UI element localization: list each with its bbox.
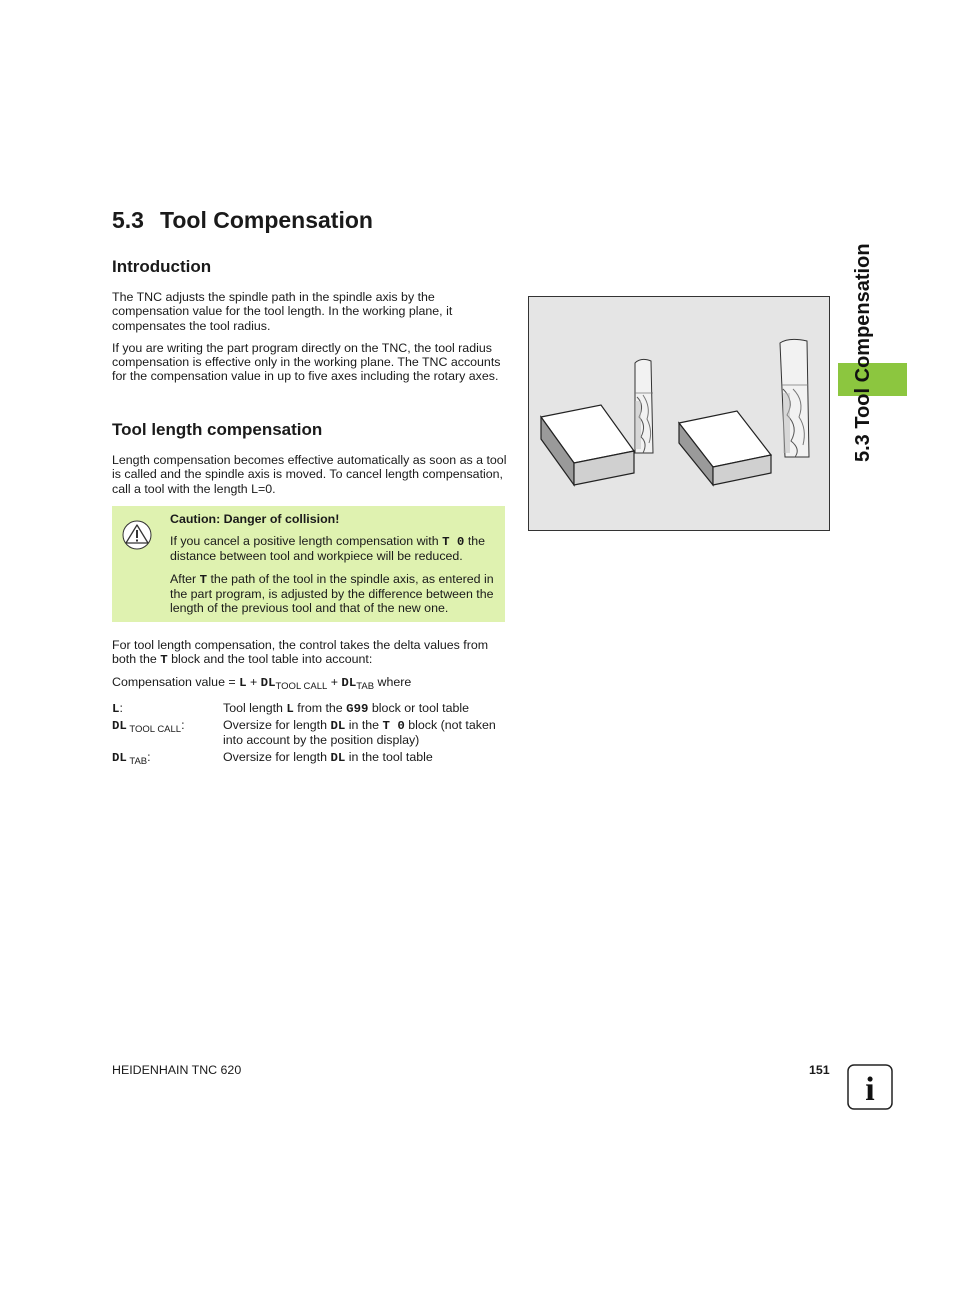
introduction-paragraph-2: If you are writing the part program directly on the TNC, the tool radius compensation is effective only in the working plane. The TNC accounts for the compensation value in up to five axes including the rotary axes. bbox=[112, 340, 501, 384]
desc-text: from the bbox=[293, 701, 347, 715]
formula-DL-1: DL bbox=[260, 676, 276, 690]
delta-code: T bbox=[160, 653, 168, 668]
term-sub: TAB bbox=[126, 756, 148, 767]
section-title: Tool Compensation bbox=[160, 207, 373, 233]
caution-text bbox=[170, 512, 498, 615]
footer-product-name: HEIDENHAIN TNC 620 bbox=[112, 1063, 242, 1077]
term-L: L bbox=[112, 702, 120, 716]
caution-p2-text-a: After bbox=[170, 571, 200, 586]
term-colon: : bbox=[181, 718, 185, 732]
desc-text: block (not taken into account by the position display) bbox=[223, 718, 496, 748]
caution-paragraph-2 bbox=[170, 572, 498, 616]
term-sub: TOOL CALL bbox=[126, 724, 182, 735]
delta-text-a: For tool length compensation, the control takes the delta values from both the bbox=[112, 638, 489, 667]
formula-plus-2: + bbox=[327, 675, 342, 689]
warning-icon bbox=[122, 520, 152, 550]
desc-text: in the bbox=[345, 718, 383, 732]
tool-length-paragraph: Length compensation becomes effective automatically as soon as a tool is called and the spindle axis is moved. To cancel length compensation, call a tool with the length L=0. bbox=[112, 453, 507, 496]
introduction-paragraph-1: The TNC adjusts the spindle path in the spindle axis by the compensation value for the tool length. In the working plane, it compensates the tool radius. bbox=[112, 290, 453, 333]
term-colon: : bbox=[147, 750, 151, 764]
formula-suffix: where bbox=[374, 675, 412, 689]
caution-p1-text-b: the distance between tool and workpiece will be reduced. bbox=[170, 534, 486, 564]
section-heading bbox=[112, 207, 373, 234]
compensation-formula bbox=[112, 675, 508, 694]
definition-term-DL-tab bbox=[112, 750, 151, 769]
desc-code: G99 bbox=[346, 702, 369, 716]
definition-desc-L bbox=[223, 701, 508, 716]
formula-DL-2: DL bbox=[341, 676, 357, 690]
desc-text: block or tool table bbox=[368, 701, 470, 715]
desc-text: Oversize for length bbox=[223, 718, 331, 732]
desc-code: DL bbox=[330, 751, 346, 765]
term-colon: : bbox=[119, 701, 123, 715]
introduction-body bbox=[112, 290, 508, 384]
caution-paragraph-1 bbox=[170, 534, 498, 563]
caution-p1-text-a: If you cancel a positive length compensation with bbox=[170, 534, 443, 549]
term-DL: DL bbox=[112, 719, 127, 733]
formula-plus-1: + bbox=[246, 675, 261, 689]
info-icon bbox=[847, 1064, 893, 1110]
definition-desc-DL-tab bbox=[223, 750, 508, 765]
caution-p1-code: T 0 bbox=[442, 535, 465, 550]
caution-p2-text-b: the path of the tool in the spindle axis, as entered in the part program, is adjusted by the difference between the length of the previous tool and that of the new one. bbox=[170, 571, 494, 616]
formula-prefix: Compensation value = bbox=[112, 675, 240, 689]
formula-L: L bbox=[239, 676, 247, 690]
formula-sub-tab: TAB bbox=[356, 681, 375, 692]
tool-length-figure bbox=[528, 296, 830, 531]
formula-sub-tool-call: TOOL CALL bbox=[275, 681, 328, 692]
section-number: 5.3 bbox=[112, 207, 144, 233]
tool-length-heading: Tool length compensation bbox=[112, 420, 323, 439]
figure-illustration bbox=[529, 297, 829, 530]
definition-term-DL-tool-call bbox=[112, 718, 185, 737]
caution-title: Caution: Danger of collision! bbox=[170, 512, 340, 526]
introduction-heading: Introduction bbox=[112, 257, 212, 276]
side-tab-title: 5.3 Tool Compensation bbox=[852, 243, 874, 462]
delta-text-b: block and the tool table into account: bbox=[167, 652, 373, 667]
definition-desc-DL-tool-call bbox=[223, 718, 508, 748]
info-icon-glyph: i bbox=[865, 1071, 875, 1108]
delta-paragraph bbox=[112, 638, 508, 668]
definition-term-L bbox=[112, 701, 123, 716]
caution-box bbox=[112, 506, 505, 622]
desc-text: Oversize for length bbox=[223, 750, 331, 764]
caution-p2-code: T bbox=[199, 572, 208, 587]
desc-code: L bbox=[286, 702, 294, 716]
page-number: 151 bbox=[809, 1063, 830, 1077]
desc-code: DL bbox=[330, 719, 346, 733]
desc-text: Tool length bbox=[223, 701, 287, 715]
term-DL: DL bbox=[112, 751, 127, 765]
desc-text: in the tool table bbox=[345, 750, 433, 764]
desc-code: T 0 bbox=[382, 719, 405, 733]
